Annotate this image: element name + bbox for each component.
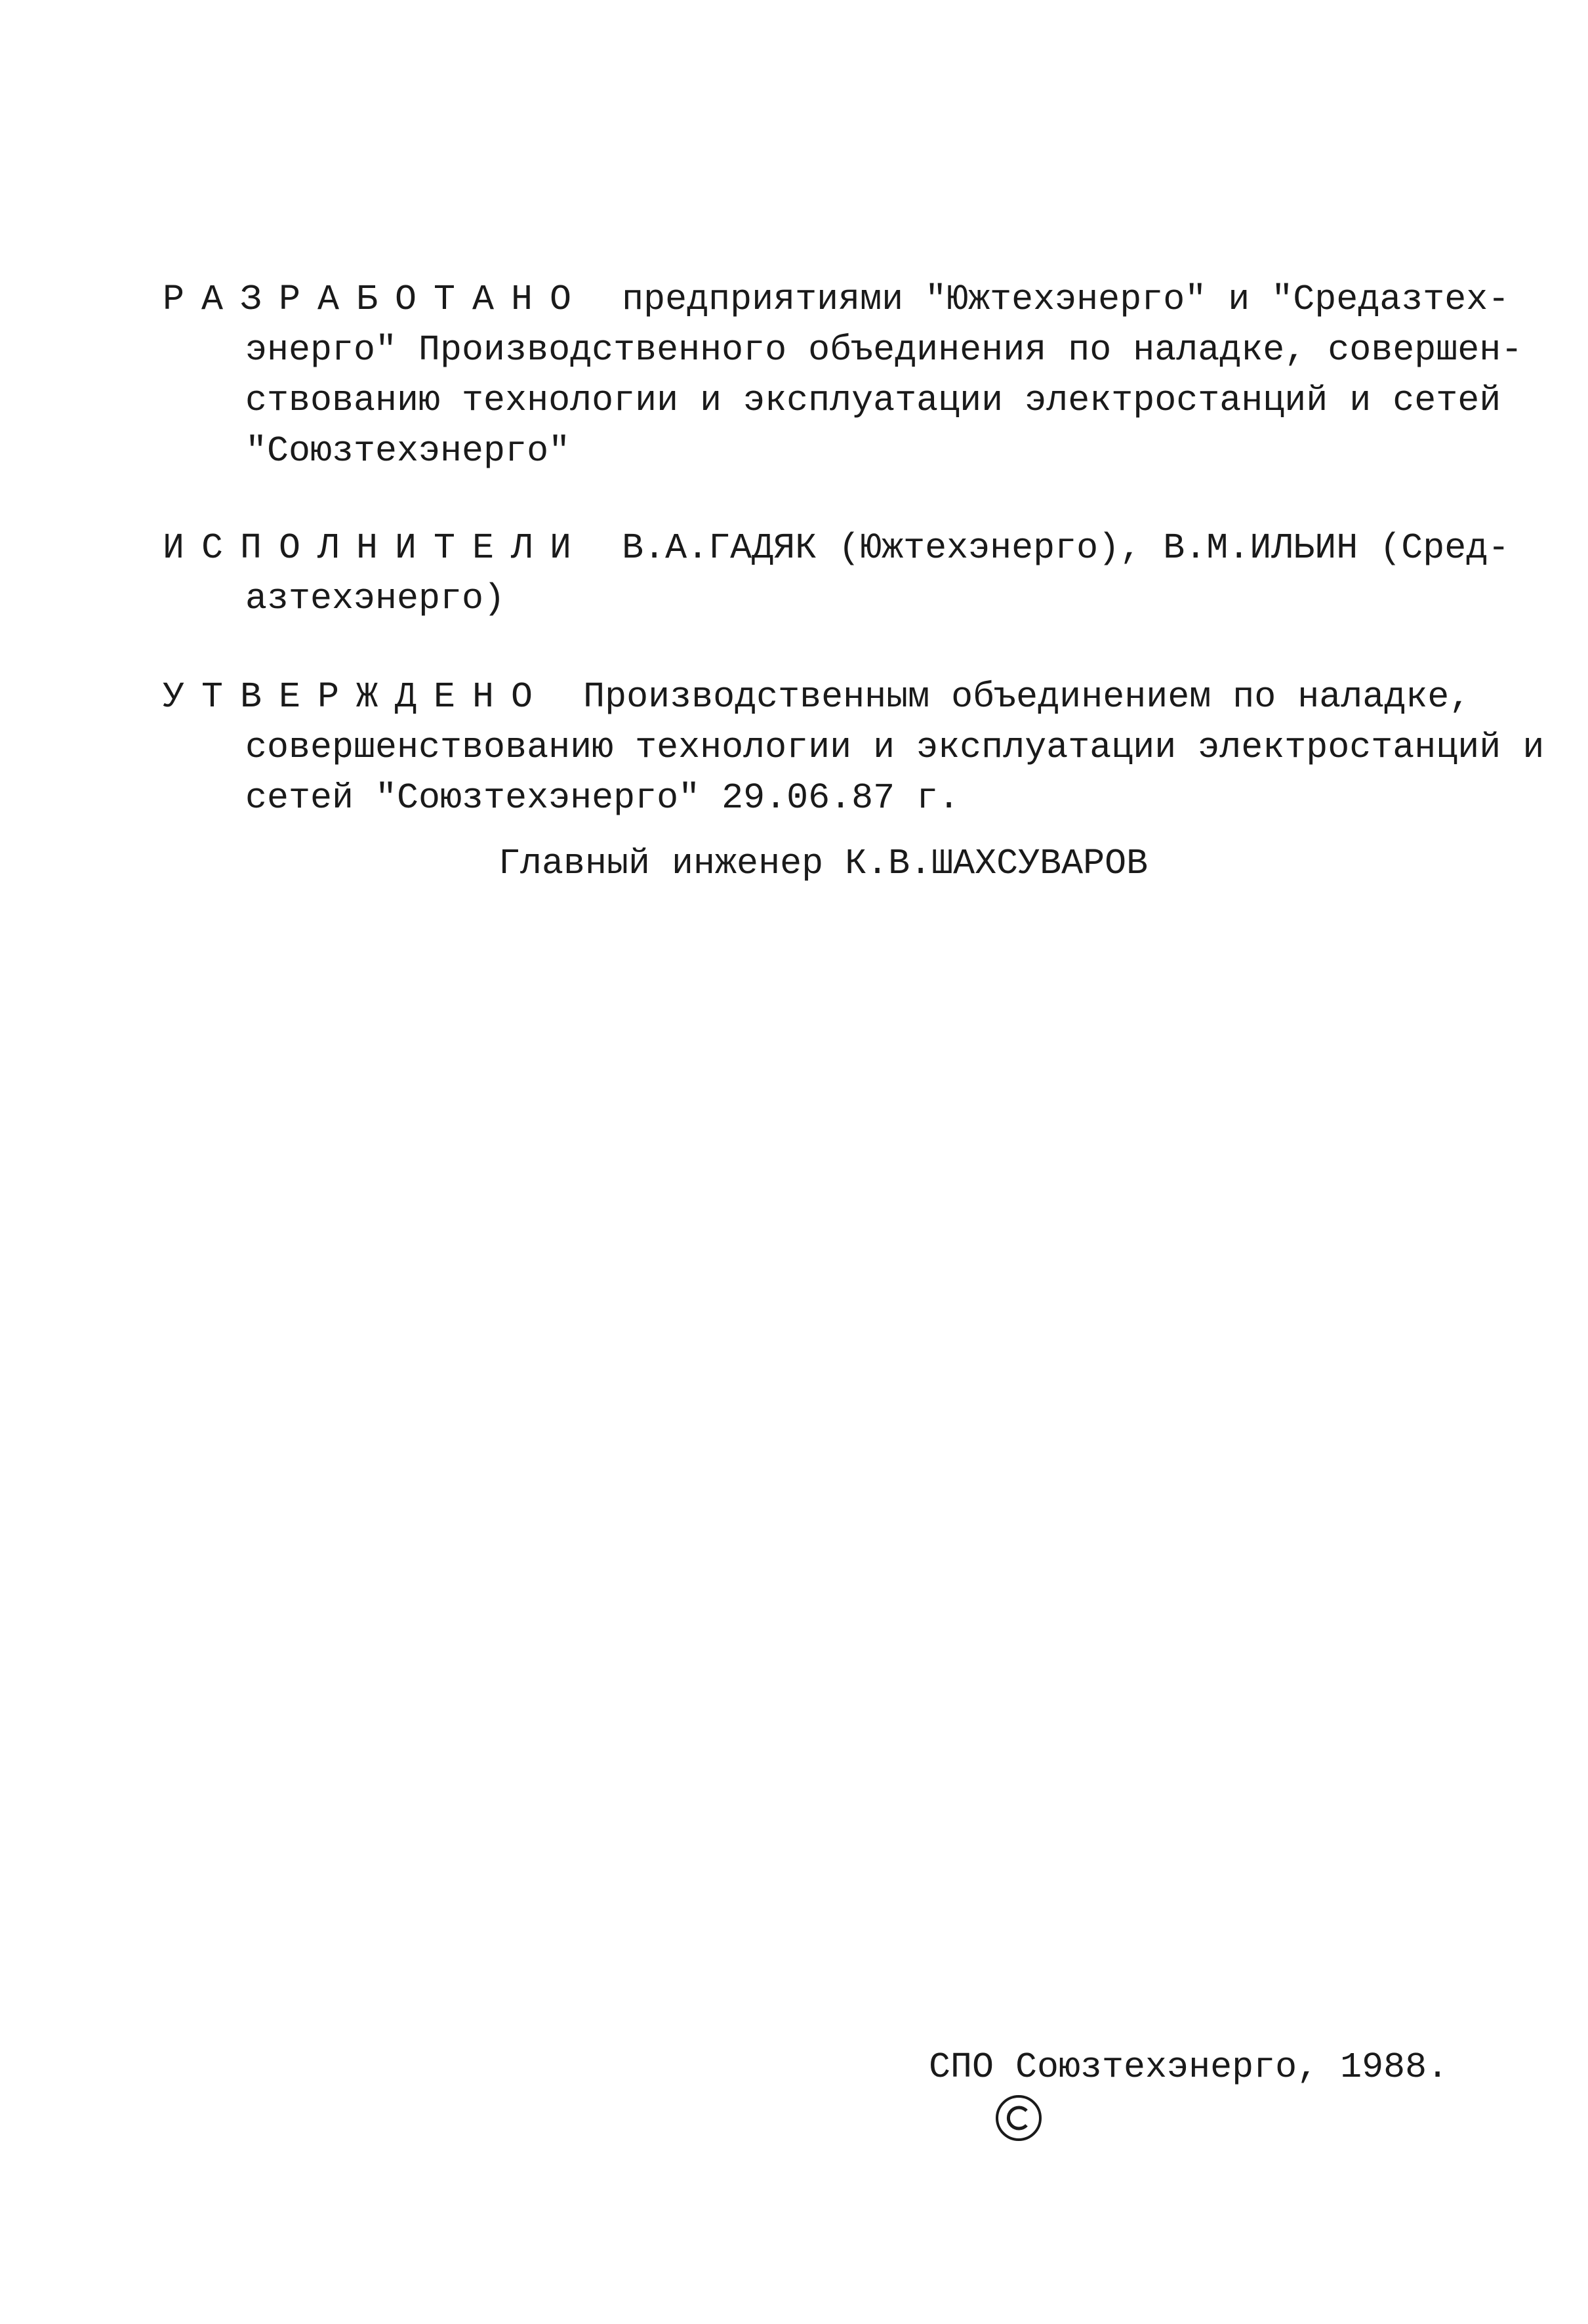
approved-line-1 bbox=[163, 672, 1471, 722]
copyright-notice bbox=[865, 2042, 1448, 2092]
performers-section bbox=[163, 523, 1510, 624]
approved-line-3: сетей "Союзтехэнерго" 29.06.87 г. bbox=[245, 777, 960, 819]
copyright-text: СПО Союзтехэнерго, 1988. bbox=[929, 2047, 1449, 2088]
approved-heading: УТВЕРЖДЕНО bbox=[163, 676, 550, 718]
developed-line-1 bbox=[163, 274, 1510, 325]
developed-text-1: предприятиями "Южтехэнерго" и "Средазтех- bbox=[600, 279, 1510, 320]
chief-engineer-signature: Главный инженер К.В.ШАХСУВАРОВ bbox=[499, 843, 1149, 884]
performers-heading: ИСПОЛНИТЕЛИ bbox=[163, 527, 589, 569]
developed-line-4: "Союзтехэнерго" bbox=[245, 430, 571, 472]
developed-line-2: энерго" Производственного объединения по наладке, совершен- bbox=[245, 329, 1523, 371]
copyright-icon bbox=[865, 2043, 913, 2092]
performers-text-1: В.А.ГАДЯК (Южтехэнерго), В.М.ИЛЬИН (Сред- bbox=[600, 527, 1510, 569]
performers-line-1 bbox=[163, 523, 1510, 573]
approved-section bbox=[163, 672, 1545, 823]
developed-section bbox=[163, 274, 1523, 476]
developed-line-3: ствованию технологии и эксплуатации электростанций и сетей bbox=[245, 380, 1501, 421]
performers-line-2: азтехэнерго) bbox=[245, 578, 506, 619]
approved-line-2: совершенствованию технологии и эксплуатации электростанций и bbox=[245, 727, 1545, 768]
approved-text-1: Производственным объединением по наладке, bbox=[561, 676, 1471, 718]
developed-heading: РАЗРАБОТАНО bbox=[163, 279, 589, 320]
